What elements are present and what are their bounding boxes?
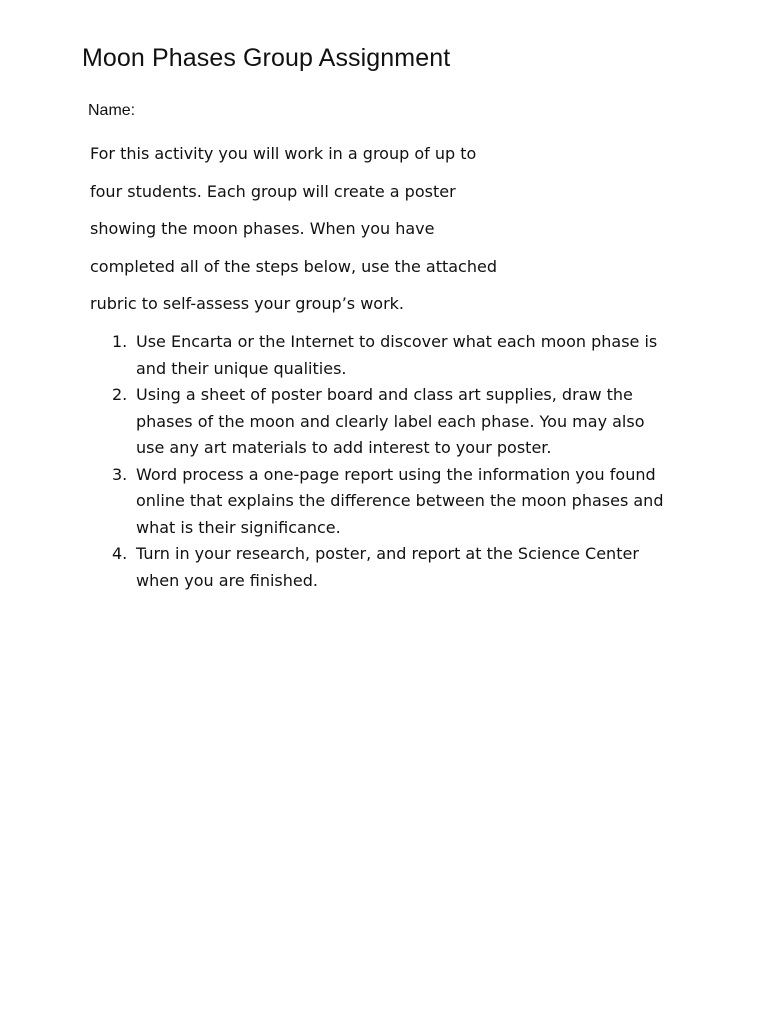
step-line: use any art materials to add interest to your poster.: [136, 438, 552, 457]
step-text: [136, 462, 692, 542]
step-item: [112, 329, 692, 382]
step-item: [112, 541, 692, 594]
intro-line: showing the moon phases. When you have: [90, 219, 435, 238]
intro-line: For this activity you will work in a group of up to: [90, 144, 477, 163]
step-number: 3.: [112, 464, 128, 484]
step-line: Use Encarta or the Internet to discover what each moon phase is: [136, 332, 658, 351]
intro-line: rubric to self-assess your group’s work.: [90, 294, 405, 313]
step-number: 4.: [112, 544, 128, 563]
step-line: when you are finished.: [136, 570, 318, 590]
step-text: [136, 382, 692, 462]
step-line: online that explains the difference between the moon phases and: [136, 491, 664, 510]
intro-paragraph: [90, 141, 510, 329]
step-number: 2.: [112, 385, 128, 404]
name-label: Name:: [88, 102, 136, 119]
step-item: [112, 382, 692, 462]
step-line: phases of the moon and clearly label each phase. You may also: [136, 411, 645, 431]
steps-list: [112, 329, 692, 594]
step-line: Using a sheet of poster board and class art supplies, draw the: [136, 385, 633, 404]
step-line: Word process a one-page report using the information you found: [136, 464, 656, 484]
document-title: Moon Phases Group Assignment: [82, 44, 451, 72]
step-text: [136, 541, 692, 594]
step-number: 1.: [112, 332, 128, 351]
step-line: what is their significance.: [136, 517, 341, 537]
intro-line: four students. Each group will create a poster: [90, 181, 456, 201]
step-text: [136, 329, 692, 382]
step-line: and their unique qualities.: [136, 358, 347, 378]
step-line: Turn in your research, poster, and report at the Science Center: [136, 544, 639, 563]
intro-line: completed all of the steps below, use the attached: [90, 256, 497, 276]
step-item: [112, 462, 692, 542]
